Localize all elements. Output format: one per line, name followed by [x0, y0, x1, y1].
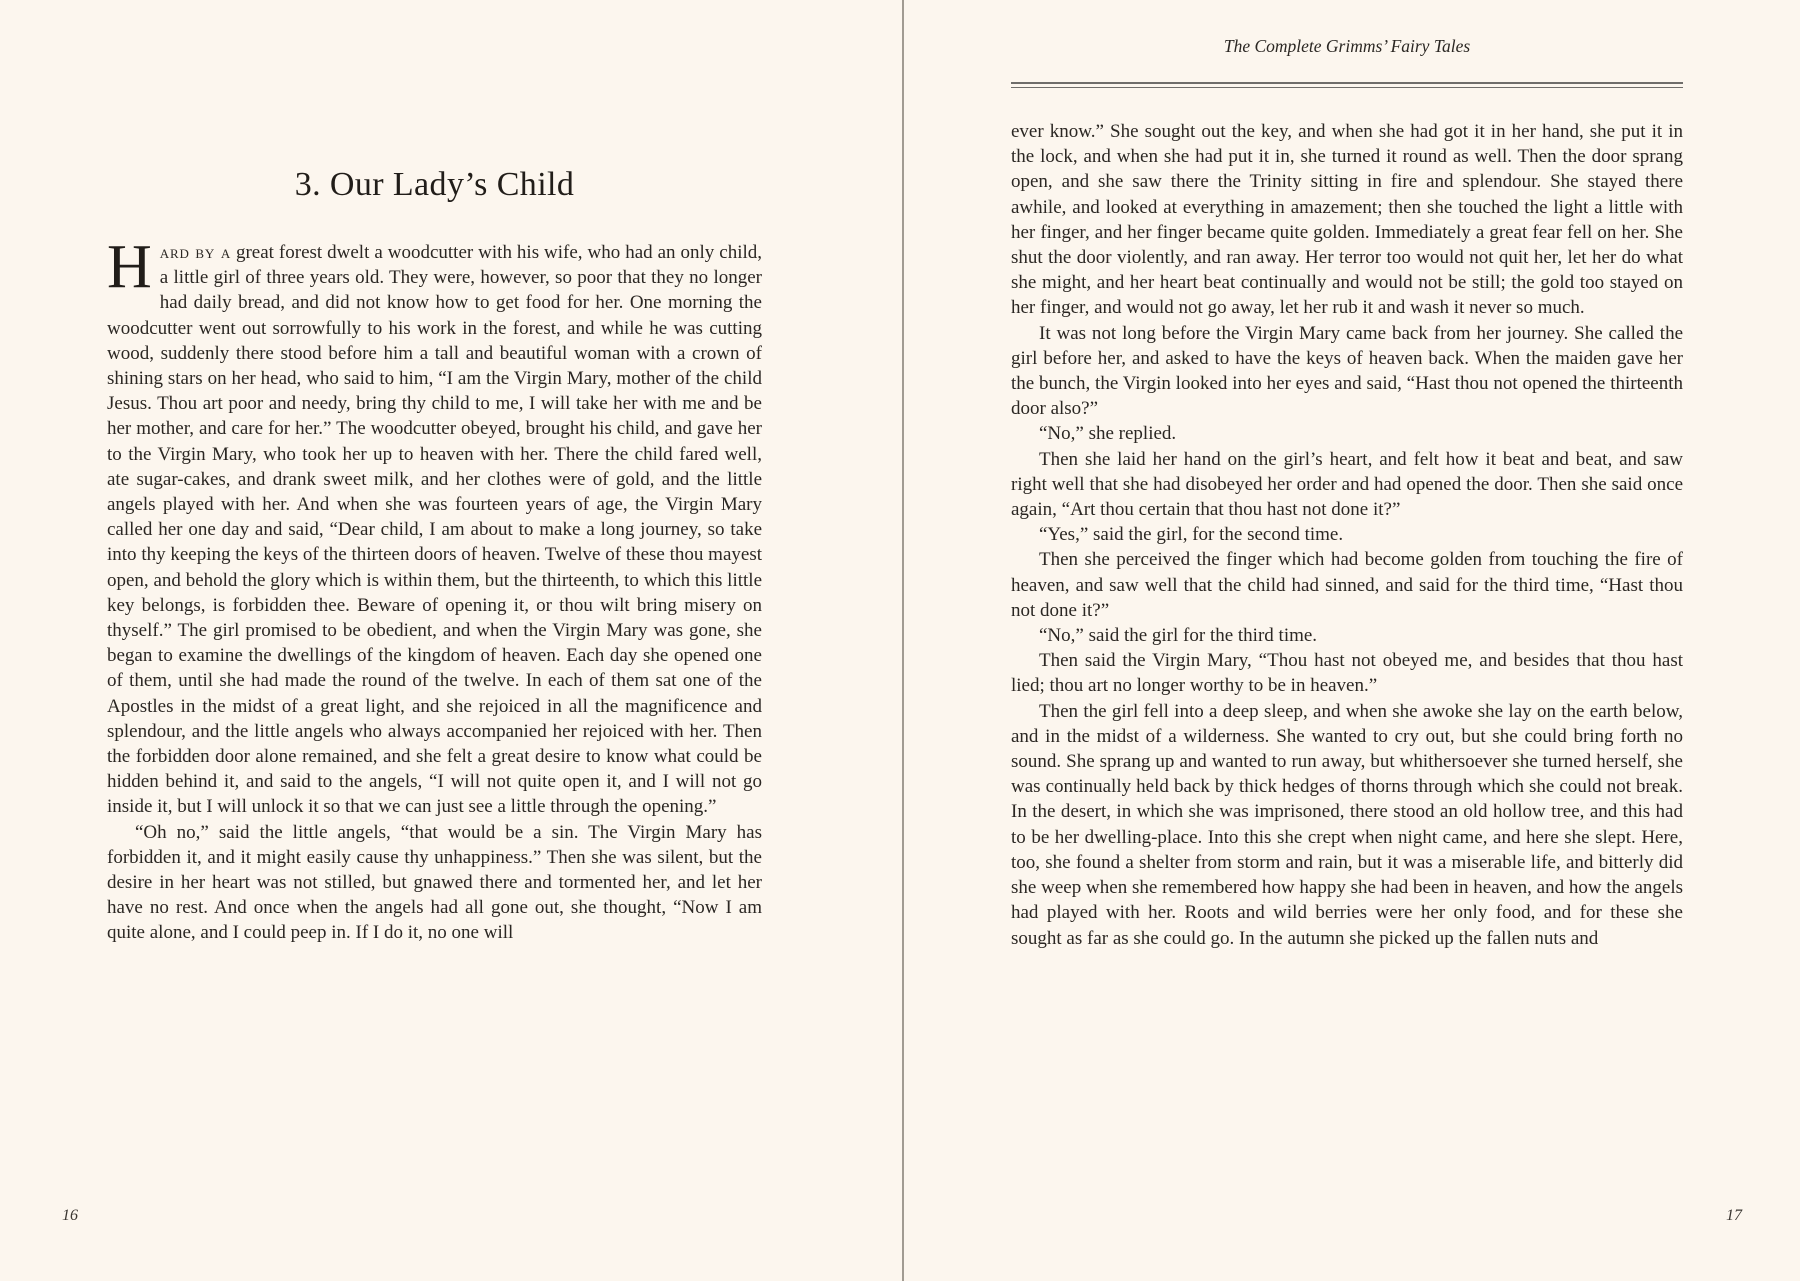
paragraph: Then she perceived the finger which had become golden from touching the fire of heaven, and saw well that the child had sinned, and said for the third time, “Hast thou not done it?”: [1011, 549, 1683, 621]
running-header: The Complete Grimms’ Fairy Tales: [1223, 36, 1471, 56]
paragraph-text: great forest dwelt a woodcutter with his wife, who had an only child, a little girl of three years old. They were, however, so poor that they no longer had daily bread, and did not know how to get food for her. One morning the woodcutter went out sorrowfully to his work in the forest, and while he was cutting wood, suddenly there stood before him a tall and beautiful woman with a crown of shining stars on her head, who said to him, “I am the Virgin Mary, mother of the child Jesus. Thou art poor and needy, bring thy child to me, I will take her with me and be her mother, and care for her.” The woodcutter obeyed, brought his child, and gave her to the Virgin Mary, who took her up to heaven with her. There the child fared well, ate sugar-cakes, and drank sweet milk, and her clothes were of gold, and the little angels played with her. And when she was fourteen years of age, the Virgin Mary called her one day and said, “Dear child, I am about to make a long journey, so take into thy keeping the keys of the thirteen doors of heaven. Twelve of these thou mayest open, and behold the glory which is within them, but the thirteenth, to which this little key belongs, is forbidden thee. Beware of opening it, or thou wilt bring misery on thyself.” The girl promised to be obedient, and when the Virgin Mary was gone, she began to examine the dwellings of the kingdom of heaven. Each day she opened one of them, until she had made the round of the twelve. In each of them sat one of the Apostles in the midst of a great light, and she rejoiced in all the magnificence and splendour, and the little angels who always accompanied her rejoiced with her. Then the forbidden door alone remained, and she felt a great desire to know what could be hidden behind it, and said to the angels, “I will not quite open it, and I will not go inside it, but I will unlock it so that we can just see a little through the opening.”: [107, 242, 763, 818]
paragraph: “Oh no,” said the little angels, “that would be a sin. The Virgin Mary has forbidden it, and it might easily cause thy unhappiness.” Then she was silent, but the desire in her heart was not stilled, but gnawed there and tormented her, and let her have no rest. And once when the angels had all gone out, she thought, “Now I am quite alone, and I could peep in. If I do it, no one will: [107, 821, 762, 944]
page-number-right: 17: [1726, 1207, 1742, 1224]
drop-cap: H: [107, 233, 152, 301]
left-text-column: [107, 166, 762, 946]
right-text-column: [1011, 36, 1683, 951]
paragraph: [107, 233, 763, 820]
paragraph: “Yes,” said the girl, for the second time.: [1039, 524, 1344, 546]
header-rule: [1011, 82, 1683, 88]
paragraph: Then she laid her hand on the girl’s heart, and felt how it beat and beat, and saw right well that she had disobeyed her order and had opened the door. Then she said once again, “Art thou certain that thou hast not done it?”: [1011, 448, 1683, 521]
opening-small-caps: ard by a: [159, 242, 232, 263]
chapter-title: 3. Our Lady’s Child: [294, 166, 575, 203]
paragraph: ever know.” She sought out the key, and when she had got it in her hand, she put it in the lock, and when she had put it in, she turned it round as well. Then the door sprang open, and she saw there the Trinity sitting in fire and splendour. She stayed there awhile, and looked at everything in amazement; then she touched the light a little with her finger, and her finger became quite golden. Immediately a great fear fell on her. She shut the door violently, and ran away. Her terror too would not quit her, let her do what she might, and her heart beat continually and would not be still; the gold too stayed on her finger, and would not go away, let her rub it and wash it never so much.: [1011, 121, 1683, 319]
paragraph: It was not long before the Virgin Mary came back from her journey. She called the girl before her, and asked to have the keys of heaven back. When the maiden gave her the bunch, the Virgin looked into her eyes and said, “Hast thou not opened the thirteenth door also?”: [1011, 322, 1683, 420]
paragraph: Then said the Virgin Mary, “Thou hast not obeyed me, and besides that thou hast lied; thou art no longer worthy to be in heaven.”: [1011, 650, 1683, 697]
right-page: [902, 0, 1800, 1281]
paragraph: Then the girl fell into a deep sleep, and when she awoke she lay on the earth below, and in the midst of a wilderness. She wanted to cry out, but she could bring forth no sound. She sprang up and wanted to run away, but whithersoever she turned herself, she was continually held back by thick hedges of thorns through which she could not break. In the desert, in which she was imprisoned, there stood an old hollow tree, and this had to be her dwelling-place. Into this she crept when night came, and here she slept. Here, too, she found a shelter from storm and rain, but it was a miserable life, and bitterly did she weep when she remembered how happy she had been in heaven, and how the angels had played with her. Roots and wild berries were her only food, and for these she sought as far as she could go. In the autumn she picked up the fallen nuts and: [1011, 700, 1683, 949]
paragraph: “No,” said the girl for the third time.: [1039, 625, 1318, 647]
paragraph: “No,” she replied.: [1039, 423, 1177, 445]
page-number-left: 16: [62, 1207, 78, 1224]
